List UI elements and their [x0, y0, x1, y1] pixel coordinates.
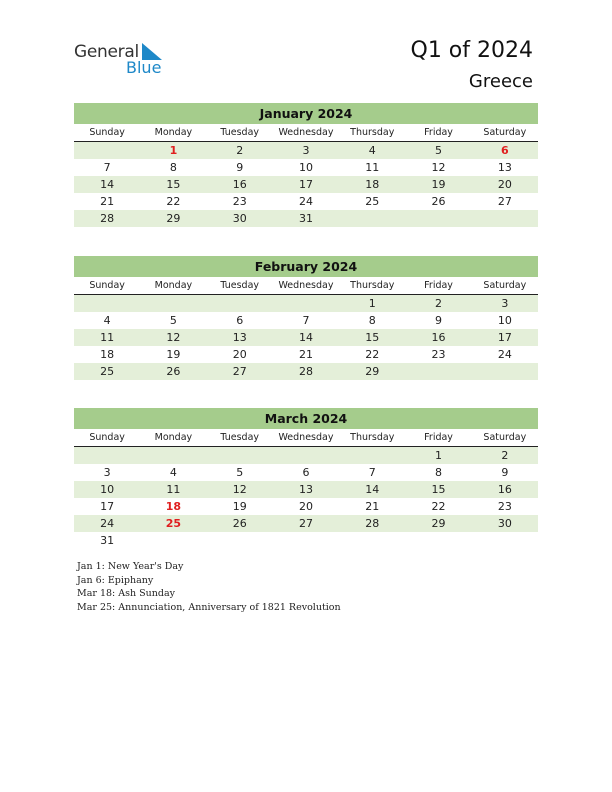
day-cell	[74, 142, 140, 159]
day-cell: 16	[431, 331, 446, 344]
day-cell: 8	[169, 161, 177, 174]
day-cell	[140, 532, 206, 549]
holiday-day-cell: 25	[165, 517, 182, 530]
day-cell: 10	[497, 314, 512, 327]
day-cell: 27	[497, 195, 512, 208]
day-cell	[405, 363, 471, 380]
weekday-label: Saturday	[483, 432, 527, 443]
weekday-label: Wednesday	[278, 432, 334, 443]
weekday-label: Sunday	[89, 127, 125, 138]
day-cell: 27	[298, 517, 313, 530]
day-cell: 27	[232, 365, 247, 378]
day-cell: 15	[431, 483, 446, 496]
day-cell: 9	[435, 314, 443, 327]
day-cell: 8	[435, 466, 443, 479]
day-cell: 28	[365, 517, 380, 530]
day-cell: 31	[100, 534, 115, 547]
day-cell: 12	[232, 483, 247, 496]
weekday-label: Saturday	[483, 280, 527, 291]
day-cell: 3	[501, 297, 509, 310]
weekday-label: Friday	[424, 432, 453, 443]
holiday-note: Mar 25: Annunciation, Anniversary of 1821 Revolution	[77, 601, 341, 613]
day-cell	[472, 363, 538, 380]
week-row	[74, 346, 538, 363]
day-cell: 2	[501, 449, 509, 462]
day-cell: 16	[232, 178, 247, 191]
weekday-label: Wednesday	[278, 127, 334, 138]
holiday-day-cell: 18	[165, 500, 182, 513]
week-row	[74, 363, 538, 380]
day-cell: 11	[365, 161, 380, 174]
day-cell: 10	[100, 483, 115, 496]
day-cell	[405, 532, 471, 549]
day-cell: 16	[497, 483, 512, 496]
weekday-label: Monday	[154, 432, 193, 443]
holiday-day-cell: 6	[501, 144, 509, 157]
week-row	[74, 329, 538, 346]
day-cell: 7	[368, 466, 376, 479]
day-cell	[273, 295, 339, 312]
day-cell: 8	[368, 314, 376, 327]
day-cell: 26	[232, 517, 247, 530]
holiday-notes	[77, 560, 341, 614]
day-cell: 24	[497, 348, 512, 361]
country-name: Greece	[468, 71, 533, 92]
weekday-header-row	[74, 277, 538, 295]
weekday-label: Monday	[154, 127, 193, 138]
day-cell: 17	[497, 331, 512, 344]
month-title: March 2024	[74, 408, 538, 429]
week-row	[74, 312, 538, 329]
day-cell: 25	[100, 365, 115, 378]
weekday-label: Friday	[424, 280, 453, 291]
week-row	[74, 447, 538, 464]
weekday-label: Sunday	[89, 432, 125, 443]
day-cell: 25	[365, 195, 380, 208]
week-row	[74, 193, 538, 210]
day-cell: 11	[166, 483, 181, 496]
weekday-label: Tuesday	[220, 432, 260, 443]
day-cell: 28	[100, 212, 115, 225]
day-cell: 5	[435, 144, 443, 157]
day-cell	[339, 210, 405, 227]
week-row	[74, 210, 538, 227]
week-row	[74, 295, 538, 312]
day-cell: 7	[302, 314, 310, 327]
day-cell: 24	[100, 517, 115, 530]
day-cell: 6	[302, 466, 310, 479]
day-cell	[207, 532, 273, 549]
day-cell	[339, 447, 405, 464]
day-cell: 3	[302, 144, 310, 157]
day-cell: 14	[365, 483, 380, 496]
day-cell: 4	[368, 144, 376, 157]
month-calendar	[74, 103, 538, 227]
day-cell: 5	[236, 466, 244, 479]
day-cell: 4	[169, 466, 177, 479]
week-row	[74, 142, 538, 159]
day-cell: 19	[232, 500, 247, 513]
day-cell: 21	[100, 195, 115, 208]
day-cell: 10	[298, 161, 313, 174]
day-cell: 23	[497, 500, 512, 513]
week-row	[74, 515, 538, 532]
day-cell: 15	[365, 331, 380, 344]
day-cell: 1	[368, 297, 376, 310]
day-cell: 29	[166, 212, 181, 225]
day-cell	[74, 295, 140, 312]
day-cell: 24	[298, 195, 313, 208]
weekday-label: Monday	[154, 280, 193, 291]
day-cell: 2	[236, 144, 244, 157]
weekday-label: Friday	[424, 127, 453, 138]
day-cell	[74, 447, 140, 464]
day-cell	[472, 210, 538, 227]
day-cell: 28	[298, 365, 313, 378]
day-cell	[273, 532, 339, 549]
weekday-label: Saturday	[483, 127, 527, 138]
day-cell: 21	[298, 348, 313, 361]
day-cell: 20	[298, 500, 313, 513]
day-cell	[339, 532, 405, 549]
day-cell: 2	[435, 297, 443, 310]
weekday-header-row	[74, 429, 538, 447]
day-cell: 6	[236, 314, 244, 327]
day-cell: 19	[431, 178, 446, 191]
day-cell: 30	[497, 517, 512, 530]
day-cell	[140, 295, 206, 312]
weekday-label: Wednesday	[278, 280, 334, 291]
day-cell: 20	[497, 178, 512, 191]
day-cell: 21	[365, 500, 380, 513]
week-row	[74, 159, 538, 176]
day-cell: 23	[232, 195, 247, 208]
day-cell	[472, 532, 538, 549]
day-cell: 12	[166, 331, 181, 344]
month-calendar	[74, 408, 538, 549]
day-cell: 13	[497, 161, 512, 174]
holiday-note: Mar 18: Ash Sunday	[77, 588, 175, 599]
day-cell	[207, 295, 273, 312]
holiday-note: Jan 1: New Year's Day	[77, 561, 184, 572]
day-cell: 14	[100, 178, 115, 191]
month-calendar	[74, 256, 538, 380]
month-title: February 2024	[74, 256, 538, 277]
day-cell: 20	[232, 348, 247, 361]
day-cell: 22	[166, 195, 181, 208]
day-cell: 1	[435, 449, 443, 462]
day-cell: 11	[100, 331, 115, 344]
weekday-label: Thursday	[350, 432, 395, 443]
page-title: Q1 of 2024	[410, 38, 533, 63]
day-cell: 17	[298, 178, 313, 191]
day-cell	[207, 447, 273, 464]
week-row	[74, 498, 538, 515]
logo-text-blue: Blue	[126, 58, 162, 77]
day-cell: 31	[298, 212, 313, 225]
day-cell: 12	[431, 161, 446, 174]
week-row	[74, 464, 538, 481]
day-cell: 18	[100, 348, 115, 361]
day-cell: 18	[365, 178, 380, 191]
day-cell: 9	[236, 161, 244, 174]
day-cell: 7	[103, 161, 111, 174]
day-cell: 3	[103, 466, 111, 479]
holiday-note: Jan 6: Epiphany	[77, 574, 154, 586]
week-row	[74, 532, 538, 549]
day-cell: 5	[169, 314, 177, 327]
day-cell: 4	[103, 314, 111, 327]
week-row	[74, 176, 538, 193]
weekday-label: Thursday	[350, 127, 395, 138]
day-cell: 9	[501, 466, 509, 479]
day-cell: 22	[365, 348, 380, 361]
day-cell: 29	[431, 517, 446, 530]
day-cell: 23	[431, 348, 446, 361]
day-cell: 26	[166, 365, 181, 378]
generalblue-logo	[74, 42, 174, 78]
day-cell: 26	[431, 195, 446, 208]
logo-text-general: General	[74, 42, 139, 62]
day-cell: 19	[166, 348, 181, 361]
day-cell: 15	[166, 178, 181, 191]
weekday-label: Sunday	[89, 280, 125, 291]
holiday-day-cell: 1	[169, 144, 178, 157]
day-cell: 13	[298, 483, 313, 496]
day-cell: 13	[232, 331, 247, 344]
day-cell: 17	[100, 500, 115, 513]
day-cell	[140, 447, 206, 464]
day-cell: 30	[232, 212, 247, 225]
weekday-label: Tuesday	[220, 280, 260, 291]
day-cell	[273, 447, 339, 464]
weekday-label: Tuesday	[220, 127, 260, 138]
day-cell	[405, 210, 471, 227]
day-cell: 22	[431, 500, 446, 513]
weekday-label: Thursday	[350, 280, 395, 291]
day-cell: 14	[298, 331, 313, 344]
month-title: January 2024	[74, 103, 538, 124]
week-row	[74, 481, 538, 498]
weekday-header-row	[74, 124, 538, 142]
day-cell: 29	[365, 365, 380, 378]
